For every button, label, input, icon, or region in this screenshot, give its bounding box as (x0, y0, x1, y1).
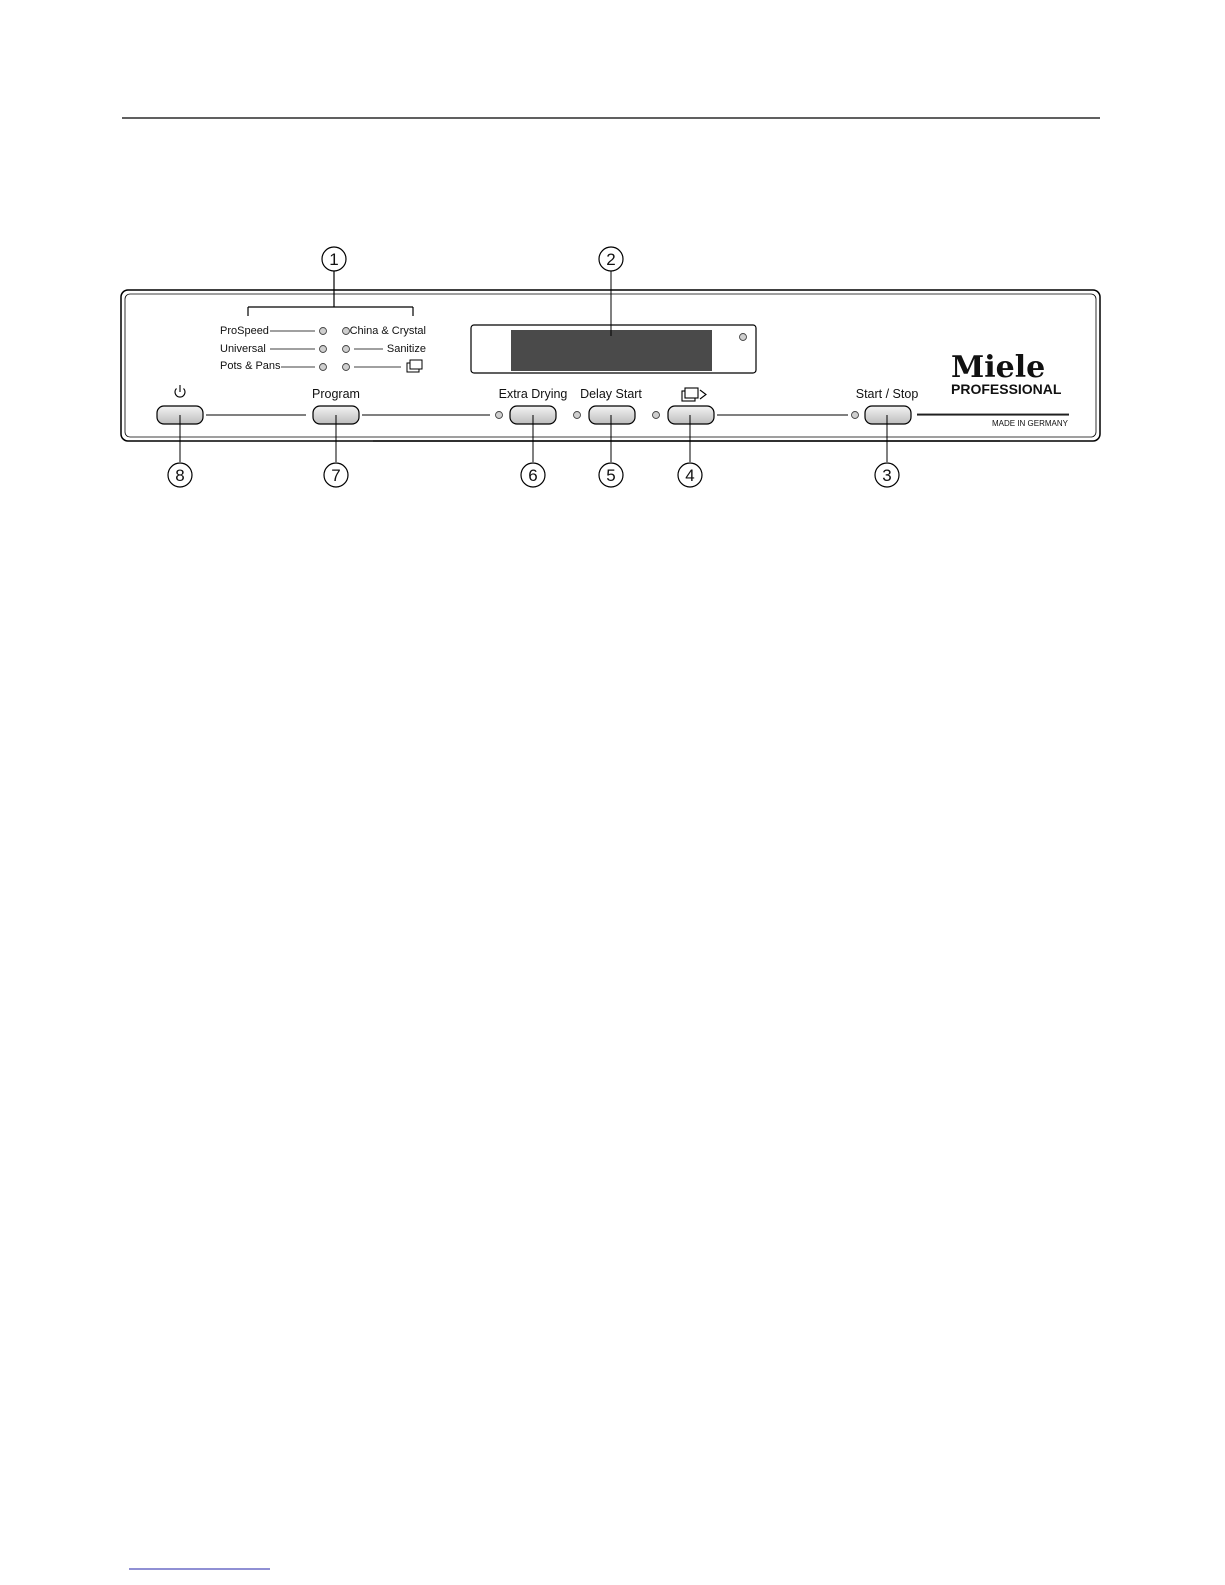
callout-2: 2 (606, 250, 616, 269)
callout-4: 4 (685, 466, 695, 485)
callout-5: 5 (606, 466, 616, 485)
callout-leaders (180, 415, 887, 462)
callout-3: 3 (882, 466, 892, 485)
callout-7: 7 (331, 466, 341, 485)
led-china-crystal (343, 328, 350, 335)
display (471, 325, 756, 373)
display-led (740, 334, 747, 341)
led-prospeed (320, 328, 327, 335)
led-dish-basket-button (653, 412, 660, 419)
delay-start-label: Delay Start (580, 387, 642, 401)
label-prospeed: ProSpeed (220, 325, 269, 337)
callout-8: 8 (175, 466, 185, 485)
led-pots-pans (320, 364, 327, 371)
start-stop-label: Start / Stop (855, 387, 919, 401)
dish-basket-forward-icon (682, 388, 706, 401)
program-bracket (248, 271, 413, 316)
led-start-stop (852, 412, 859, 419)
label-sanitize: Sanitize (386, 343, 426, 355)
brand-line: PROFESSIONAL (951, 381, 1062, 397)
dish-basket-button[interactable] (668, 406, 714, 424)
program-leds (320, 328, 350, 371)
extra-drying-label: Extra Drying (498, 387, 568, 401)
delay-start-button[interactable] (589, 406, 635, 424)
led-extra-drying (496, 412, 503, 419)
power-icon (175, 385, 185, 397)
callout-1: 1 (329, 250, 339, 269)
made-in-label: MADE IN GERMANY (991, 419, 1068, 428)
dish-basket-icon (407, 360, 422, 372)
callout-6: 6 (528, 466, 538, 485)
program-label: Program (312, 387, 360, 401)
label-universal: Universal (220, 343, 266, 355)
led-sanitize (343, 346, 350, 353)
label-china-crystal: China & Crystal (349, 325, 426, 337)
led-universal (320, 346, 327, 353)
led-dish-basket (343, 364, 350, 371)
brand-name: Miele (951, 350, 1046, 385)
label-pots-pans: Pots & Pans (220, 360, 281, 372)
start-stop-button[interactable] (865, 406, 911, 424)
led-delay-start (574, 412, 581, 419)
